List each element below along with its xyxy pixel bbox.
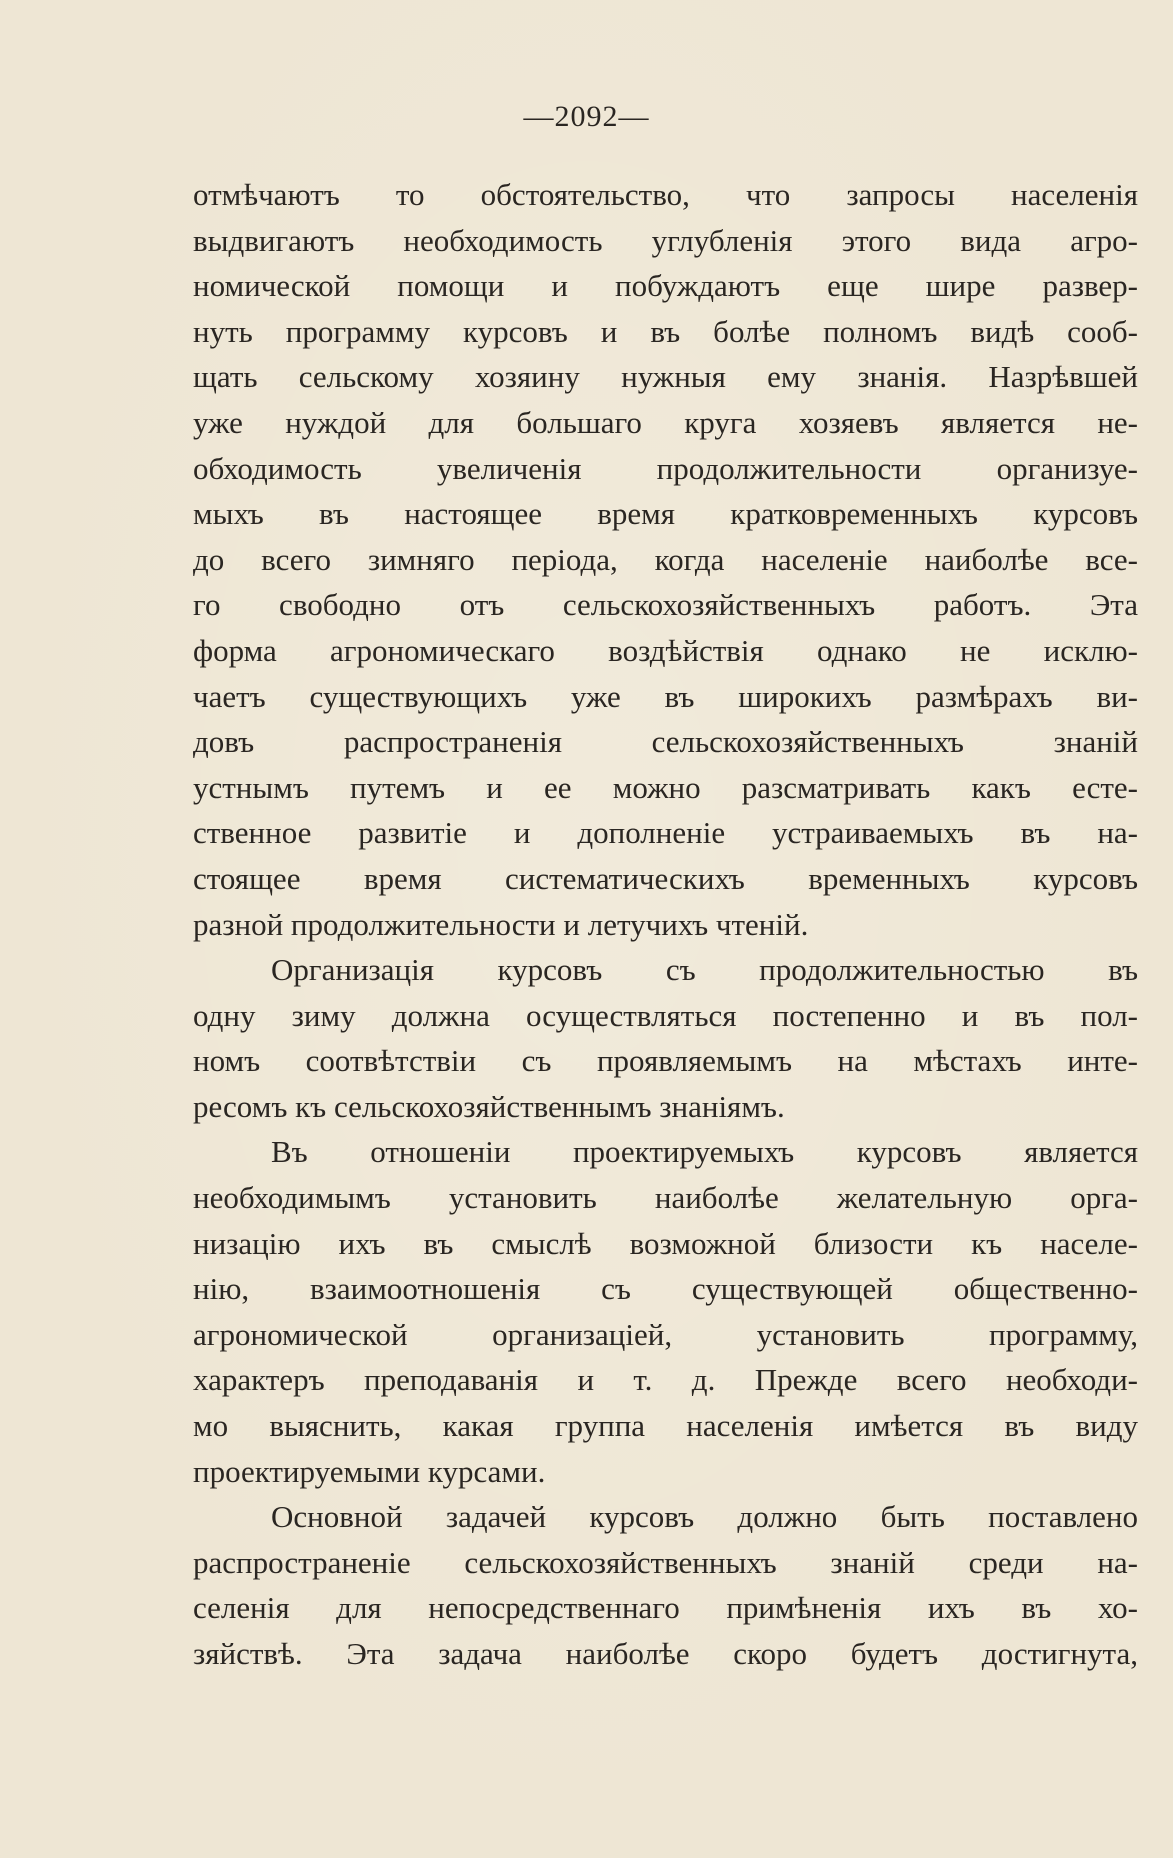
- text-line: стоящее время систематическихъ временныхъ курсовъ: [193, 860, 1138, 896]
- text-line: Организація курсовъ съ продолжительностью въ: [271, 952, 1138, 988]
- text-line: характеръ преподаванія и т. д. Прежде всего необходи-: [193, 1362, 1138, 1398]
- text-line: ственное развитіе и дополненіе устраиваемыхъ въ на-: [193, 815, 1138, 851]
- text-line: чаетъ существующихъ уже въ широкихъ размѣрахъ ви-: [193, 678, 1138, 714]
- text-line: обходимость увеличенія продолжительности организуе-: [193, 450, 1138, 486]
- text-line: щать сельскому хозяину нужныя ему знанія. Назрѣвшей: [193, 359, 1138, 395]
- text-line: низацію ихъ въ смыслѣ возможной близости къ населе-: [193, 1225, 1138, 1261]
- text-line: номъ соотвѣтствіи съ проявляемымъ на мѣстахъ инте-: [193, 1043, 1138, 1079]
- page-number: —2092—: [523, 100, 650, 133]
- text-line: номической помощи и побуждаютъ еще шире развер-: [193, 268, 1138, 304]
- text-line: отмѣчаютъ то обстоятельство, что запросы населенія: [193, 177, 1138, 212]
- body-text: [193, 172, 1138, 1677]
- text-line: нію, взаимоотношенія съ существующей общественно-: [193, 1271, 1138, 1307]
- text-line: Основной задачей курсовъ должно быть поставлено: [271, 1499, 1138, 1535]
- text-line: проектируемыми курсами.: [193, 1453, 546, 1489]
- text-line: выдвигаютъ необходимость углубленія этого вида агро-: [193, 222, 1138, 258]
- text-line: селенія для непосредственнаго примѣненія ихъ въ хо-: [193, 1590, 1138, 1626]
- text-line: уже нуждой для большаго круга хозяевъ является не-: [193, 404, 1138, 440]
- text-line: мо выяснить, какая группа населенія имѣется въ виду: [193, 1408, 1138, 1444]
- text-line: агрономической организаціей, установить программу,: [193, 1316, 1138, 1352]
- text-line: устнымъ путемъ и ее можно разсматривать какъ есте-: [193, 769, 1138, 805]
- text-line: мыхъ въ настоящее время кратковременныхъ курсовъ: [193, 496, 1138, 532]
- text-line: необходимымъ установить наиболѣе желательную орга-: [193, 1180, 1138, 1216]
- text-line: довъ распространенія сельскохозяйственныхъ знаній: [193, 724, 1138, 760]
- text-line: зяйствѣ. Эта задача наиболѣе скоро будетъ достигнута,: [193, 1636, 1138, 1671]
- text-line: одну зиму должна осуществляться постепенно и въ пол-: [193, 997, 1138, 1033]
- text-line: го свободно отъ сельскохозяйственныхъ работъ. Эта: [193, 587, 1138, 623]
- text-line: разной продолжительности и летучихъ чтеній.: [193, 906, 809, 942]
- text-line: распространеніе сельскохозяйственныхъ знаній среди на-: [193, 1544, 1138, 1580]
- text-line: форма агрономическаго воздѣйствія однако не исклю-: [193, 632, 1138, 668]
- text-line: Въ отношеніи проектируемыхъ курсовъ является: [271, 1134, 1138, 1170]
- text-line: до всего зимняго періода, когда населеніе наиболѣе все-: [193, 541, 1138, 577]
- text-line: ресомъ къ сельскохозяйственнымъ знаніямъ.: [193, 1088, 785, 1124]
- text-line: нуть программу курсовъ и въ болѣе полномъ видѣ сооб-: [193, 313, 1138, 349]
